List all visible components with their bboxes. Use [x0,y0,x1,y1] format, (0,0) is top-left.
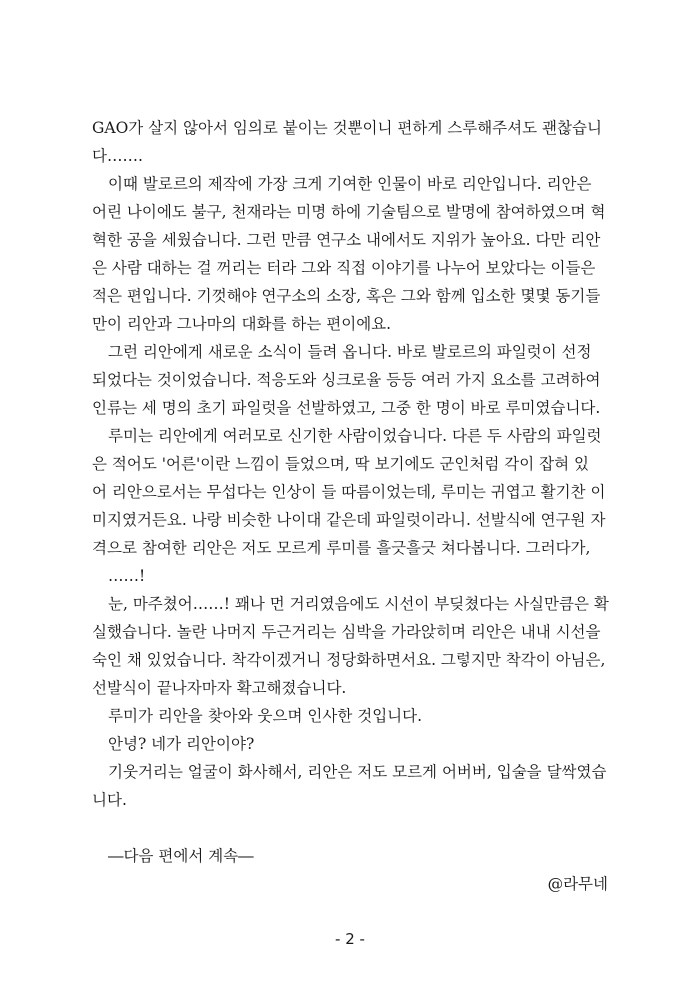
text-line: 만이 리안과 그나마의 대화를 하는 편이에요. [92,315,392,333]
text-line: 루미는 리안에게 여러모로 신기한 사람이었습니다. 다른 두 사람의 파일럿 [108,427,602,445]
text-line: 그런 리안에게 새로운 소식이 들려 옵니다. 바로 발로르의 파일럿이 선정 [108,343,592,361]
text-line: 은 사람 대하는 걸 꺼리는 터라 그와 직접 이야기를 나누어 보았다는 이들은 [92,259,596,277]
text-line: 숙인 채 있었습니다. 착각이겠거니 정당화하면서요. 그렇지만 착각이 아님은, [92,651,606,669]
closing-text: ―다음 편에서 계속― [108,847,254,865]
text-line: 미지였거든요. 나랑 비슷한 나이대 같은데 파일럿이라니. 선발식에 연구원 자 [92,511,606,529]
text-line: 기웃거리는 얼굴이 화사해서, 리안은 저도 모르게 어버버, 입술을 달싹였습 [108,763,607,781]
text-line: 인류는 세 명의 초기 파일럿을 선발하였고, 그중 한 명이 바로 루미였습니다. [92,399,601,417]
text-line: GAO가 살지 않아서 임의로 붙이는 것뿐이니 편하게 스루해주셔도 괜찮습니 [92,119,602,137]
text-line: 루미가 리안을 찾아와 웃으며 인사한 것입니다. [108,707,423,725]
text-line: 안녕? 네가 리안이야? [108,735,255,753]
text-line: 다……. [92,147,143,165]
signature: @라무네 [547,875,608,893]
page-number: - 2 - [335,930,365,948]
text-line: 은 적어도 '어른'이란 느낌이 들었으며, 딱 보기에도 군인처럼 각이 잡혀 있 [92,455,589,473]
text-line: 눈, 마주쳤어……! 꽤나 먼 거리였음에도 시선이 부딪쳤다는 사실만큼은 확 [108,595,609,613]
text-line: 격으로 참여한 리안은 저도 모르게 루미를 흘긋흘긋 쳐다봅니다. 그러다가, [92,539,591,557]
text-line: 되었다는 것이었습니다. 적응도와 싱크로율 등등 여러 가지 요소를 고려하여 [92,371,601,389]
text-line: 혁한 공을 세웠습니다. 그런 만큼 연구소 내에서도 지위가 높아요. 다만 리안 [92,231,601,249]
text-line: ……! [108,567,146,585]
text-line: 어린 나이에도 불구, 천재라는 미명 하에 기술팀으로 발명에 참여하였으며 혁 [92,203,606,221]
text-line: 이때 발로르의 제작에 가장 크게 기여한 인물이 바로 리안입니다. 리안은 [108,175,592,193]
text-line: 니다. [92,791,127,809]
text-line: 선발식이 끝나자마자 확고해졌습니다. [92,679,347,697]
text-line: 실했습니다. 놀란 나머지 두근거리는 심박을 가라앉히며 리안은 내내 시선을 [92,623,601,641]
text-line: 어 리안으로서는 무섭다는 인상이 들 따름이었는데, 루미는 귀엽고 활기찬 이 [92,483,606,501]
text-line: 적은 편입니다. 기껏해야 연구소의 소장, 혹은 그와 함께 입소한 몇몇 동기들 [92,287,601,305]
